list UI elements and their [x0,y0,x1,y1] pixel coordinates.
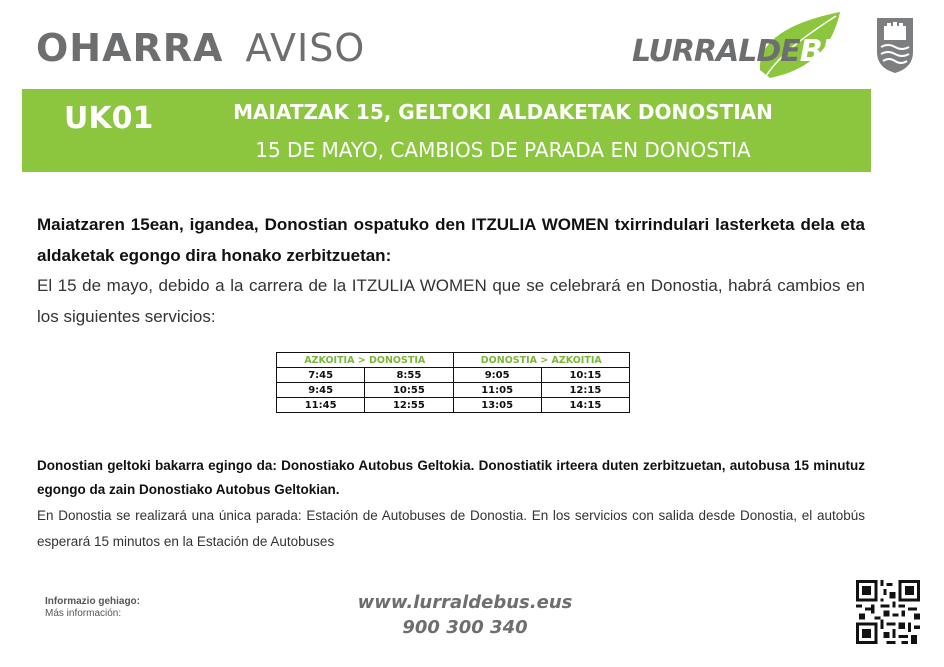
table-cell: 9:45 [277,383,365,398]
phone-number[interactable]: 900 300 340 [402,617,528,638]
logo-text-lurralde: LURRALDE [632,34,800,69]
table-cell: 13:05 [453,398,541,413]
notice-title [36,26,365,70]
more-info-basque: Informazio gehiago: [45,596,140,607]
notice-spanish: El 15 de mayo, debido a la carrera de la ITZULIA WOMEN que se celebrará en Donostia, habrá cambios en los siguientes servicios: [37,276,865,326]
table-cell: 10:15 [541,368,629,383]
schedule-header-row [277,353,630,368]
title-banner [22,89,871,172]
table-cell: 8:55 [365,368,453,383]
gipuzkoa-seal-icon [875,16,915,74]
contact-block [300,591,630,641]
website-link[interactable]: www.lurraldebus.eus [357,592,573,613]
table-cell: 11:45 [277,398,365,413]
banner-line-spanish: 15 DE MAYO, CAMBIOS DE PARADA EN DONOSTIA [255,138,751,162]
header-azkoitia-donostia: AZKOITIA > DONOSTIA [277,353,454,368]
title-basque: OHARRA [36,26,224,70]
notice-basque: Maiatzaren 15ean, igandea, Donostian ospatuko den ITZULIA WOMEN txirrindulari lasterketa dela eta aldaketak egongo dira honako zerbitzuetan: [37,215,865,265]
table-cell: 12:15 [541,383,629,398]
schedule-table [276,352,630,413]
table-row [277,398,630,413]
more-info-label [45,596,140,620]
more-info-spanish: Más información: [45,608,122,619]
route-code: UK01 [64,101,154,136]
stop-info-spanish: En Donostia se realizará una única parada: Estación de Autobuses de Donostia. En los servicios con salida desde Donostia, el autobús esperará 15 minutos en la Estación de Autobuses [37,508,865,549]
table-cell: 14:15 [541,398,629,413]
title-spanish: AVISO [245,26,366,70]
banner-line-basque: MAIATZAK 15, GELTOKI ALDAKETAK DONOSTIAN [233,100,773,124]
table-cell: 11:05 [453,383,541,398]
table-cell: 9:05 [453,368,541,383]
table-cell: 10:55 [365,383,453,398]
header-donostia-azkoitia: DONOSTIA > AZKOITIA [453,353,630,368]
qr-code-icon[interactable] [856,580,920,644]
table-row [277,383,630,398]
logo-text-bus: BUS [799,34,866,69]
table-cell: 12:55 [365,398,453,413]
lurraldebus-logo [630,12,866,82]
table-row [277,368,630,383]
stop-info-basque: Donostian geltoki bakarra egingo da: Donostiako Autobus Geltokia. Donostiatik irteera duten zerbitzuetan, autobusa 15 minutuz egongo da zain Donostiako Autobus Geltokian. [37,458,865,497]
table-cell: 7:45 [277,368,365,383]
